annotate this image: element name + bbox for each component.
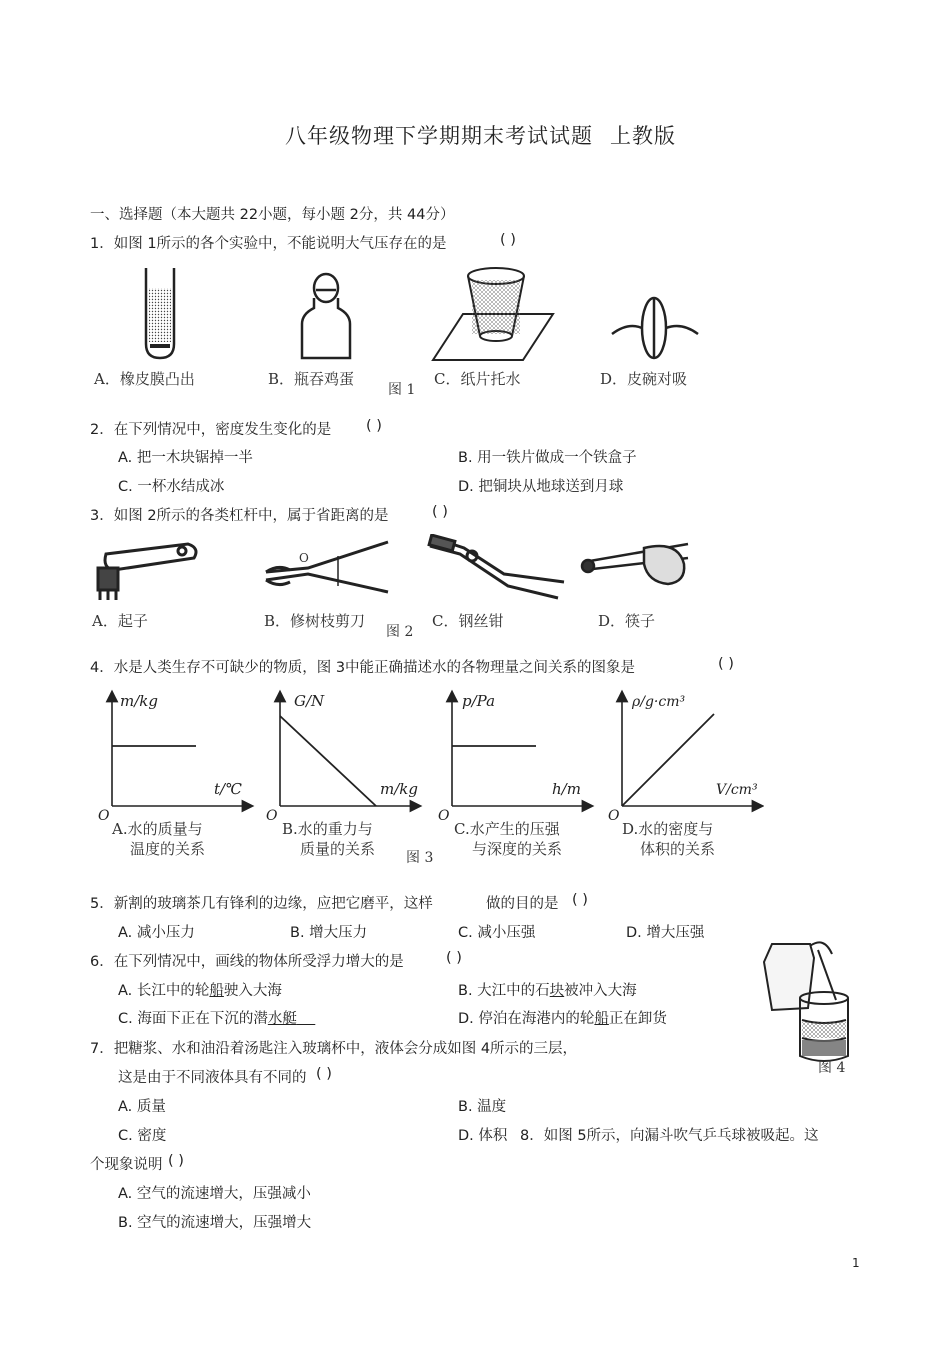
question-7-answer-paren: ( ) [316,1066,332,1082]
question-2-option-a: A. 把一木块锯掉一半 [118,450,253,466]
question-2-option-c: C. 一杯水结成冰 [118,479,225,495]
underlined-object: 块 [549,983,565,999]
question-5-option-a: A. 减小压力 [118,925,195,941]
graph-c-xlabel: h/m [552,780,581,798]
question-8-stem-b: 个现象说明 [90,1157,163,1173]
graph-a-caption-1: A.水的质量与 [112,820,203,838]
figure-1 [88,262,708,400]
graph-c-caption-2: 与深度的关系 [472,840,563,858]
pruning-shears-icon [266,542,388,592]
figure-4 [752,932,862,1082]
question-3-answer-paren: ( ) [432,504,448,520]
graph-a-caption-2: 温度的关系 [130,840,206,858]
svg-text:O: O [299,551,309,565]
question-6-option-c: C. 海面下正在下沉的潜水艇 [118,1011,297,1027]
underlined-object: 船 [594,1011,609,1027]
figure-2 [88,534,698,642]
figure-1-label: 图 1 [388,382,416,398]
question-8-answer-paren: ( ) [168,1153,184,1169]
graph-b-xlabel: m/kg [380,780,418,798]
question-3-stem: 3．如图 2所示的各类杠杆中，属于省距离的是 [90,508,389,524]
figure-2-caption-d: D．筷子 [598,612,656,630]
figure-3-label: 图 3 [406,850,434,866]
figure-1-caption-d: D．皮碗对吸 [600,370,688,388]
question-7-option-d: D. 体积 [458,1128,508,1144]
question-5-stem-b: 做的目的是 [486,896,559,912]
graph-b-origin: O [266,808,278,824]
question-7-option-c: C. 密度 [118,1128,167,1144]
question-6-answer-paren: ( ) [446,950,462,966]
edition-label: 上教版 [610,124,676,148]
chopsticks-icon [582,544,688,584]
question-6-stem: 6．在下列情况中，画线的物体所受浮力增大的是 [90,954,404,970]
question-5-stem-a: 5．新割的玻璃茶几有锋利的边缘，应把它磨平，这样 [90,896,433,912]
graph-d-caption-2: 体积的关系 [640,840,716,858]
bottle-opener-icon [98,544,196,600]
underlined-object: 船 [209,983,224,999]
figure-2-caption-c: C．钢丝钳 [432,612,504,630]
figure-1-drawing [88,262,708,400]
graph-b-caption-2: 质量的关系 [300,840,376,858]
question-7-stem-2: 这是由于不同液体具有不同的 [118,1070,307,1086]
question-6-option-b: B. 大江中的石块被冲入大海 [458,983,637,999]
figure-3 [88,686,764,866]
underlined-object: 水艇 [267,1011,297,1027]
suction-cups-icon [612,298,698,358]
figure-1-caption-a: A．橡皮膜凸出 [94,370,195,388]
page-title: 八年级物理下学期期末考试试题 [285,124,593,148]
question-6-option-a: A. 长江中的轮船驶入大海 [118,983,282,999]
figure-1-caption-c: C．纸片托水 [434,370,521,388]
figure-4-label: 图 4 [818,1060,846,1076]
figure-2-drawing [88,534,698,642]
graph-a-origin: O [98,808,110,824]
graph-a-xlabel: t/℃ [214,780,242,798]
question-2-option-b: B. 用一铁片做成一个铁盒子 [458,450,637,466]
question-5-option-b: B. 增大压力 [290,925,368,941]
question-7-stem: 7．把糖浆、水和油沿着汤匙注入玻璃杯中，液体会分成如图 4所示的三层， [90,1041,578,1057]
question-8-option-b: B. 空气的流速增大，压强增大 [118,1215,312,1231]
question-4-stem: 4．水是人类生存不可缺少的物质，图 3中能正确描述水的各物理量之间关系的图象是 [90,660,636,676]
graph-a-ylabel: m/kg [120,692,158,710]
question-8-stem-a: 8．如图 5所示，向漏斗吹气乒乓球被吸起。这 [520,1128,819,1144]
figure-3-graphs [88,686,764,866]
question-7-option-a: A. 质量 [118,1099,166,1115]
figure-4-drawing [752,932,862,1082]
question-2-option-d: D. 把铜块从地球送到月球 [458,479,624,495]
figure-2-caption-b: B．修树枝剪刀 [264,612,366,630]
question-2-answer-paren: ( ) [366,418,382,434]
graph-b-caption-1: B.水的重力与 [282,820,373,838]
question-5-option-d: D. 增大压强 [626,925,705,941]
pliers-icon [429,535,564,598]
graph-c-caption-1: C.水产生的压强 [454,820,560,838]
graph-b-ylabel: G/N [294,692,325,710]
section-heading: 一、选择题（本大题共 22小题，每小题 2分，共 44分） [90,207,455,223]
graph-d-xlabel: V/cm³ [716,782,758,798]
graph-d-caption-1: D.水的密度与 [622,820,714,838]
question-2-stem: 2．在下列情况中，密度发生变化的是 [90,422,332,438]
question-4-answer-paren: ( ) [718,656,734,672]
question-5-option-c: C. 减小压强 [458,925,536,941]
question-7-option-b: B. 温度 [458,1099,507,1115]
question-1-answer-paren: ( ) [500,232,516,248]
figure-2-label: 图 2 [386,624,414,640]
graph-c-ylabel: p/Pa [462,692,496,710]
graph-c-origin: O [438,808,450,824]
page-number: 1 [852,1256,860,1270]
graph-d-ylabel: ρ/g·cm³ [632,694,686,710]
question-5-answer-paren: ( ) [572,892,588,908]
graph-d-origin: O [608,808,620,824]
bottle-egg-icon [302,274,350,358]
question-1-stem: 1．如图 1所示的各个实验中，不能说明大气压存在的是 [90,236,447,252]
question-8-option-a: A. 空气的流速增大，压强减小 [118,1186,311,1202]
figure-1-caption-b: B．瓶吞鸡蛋 [268,370,355,388]
question-6-option-d: D. 停泊在海港内的轮船正在卸货 [458,1011,667,1027]
figure-2-caption-a: A．起子 [92,612,148,630]
